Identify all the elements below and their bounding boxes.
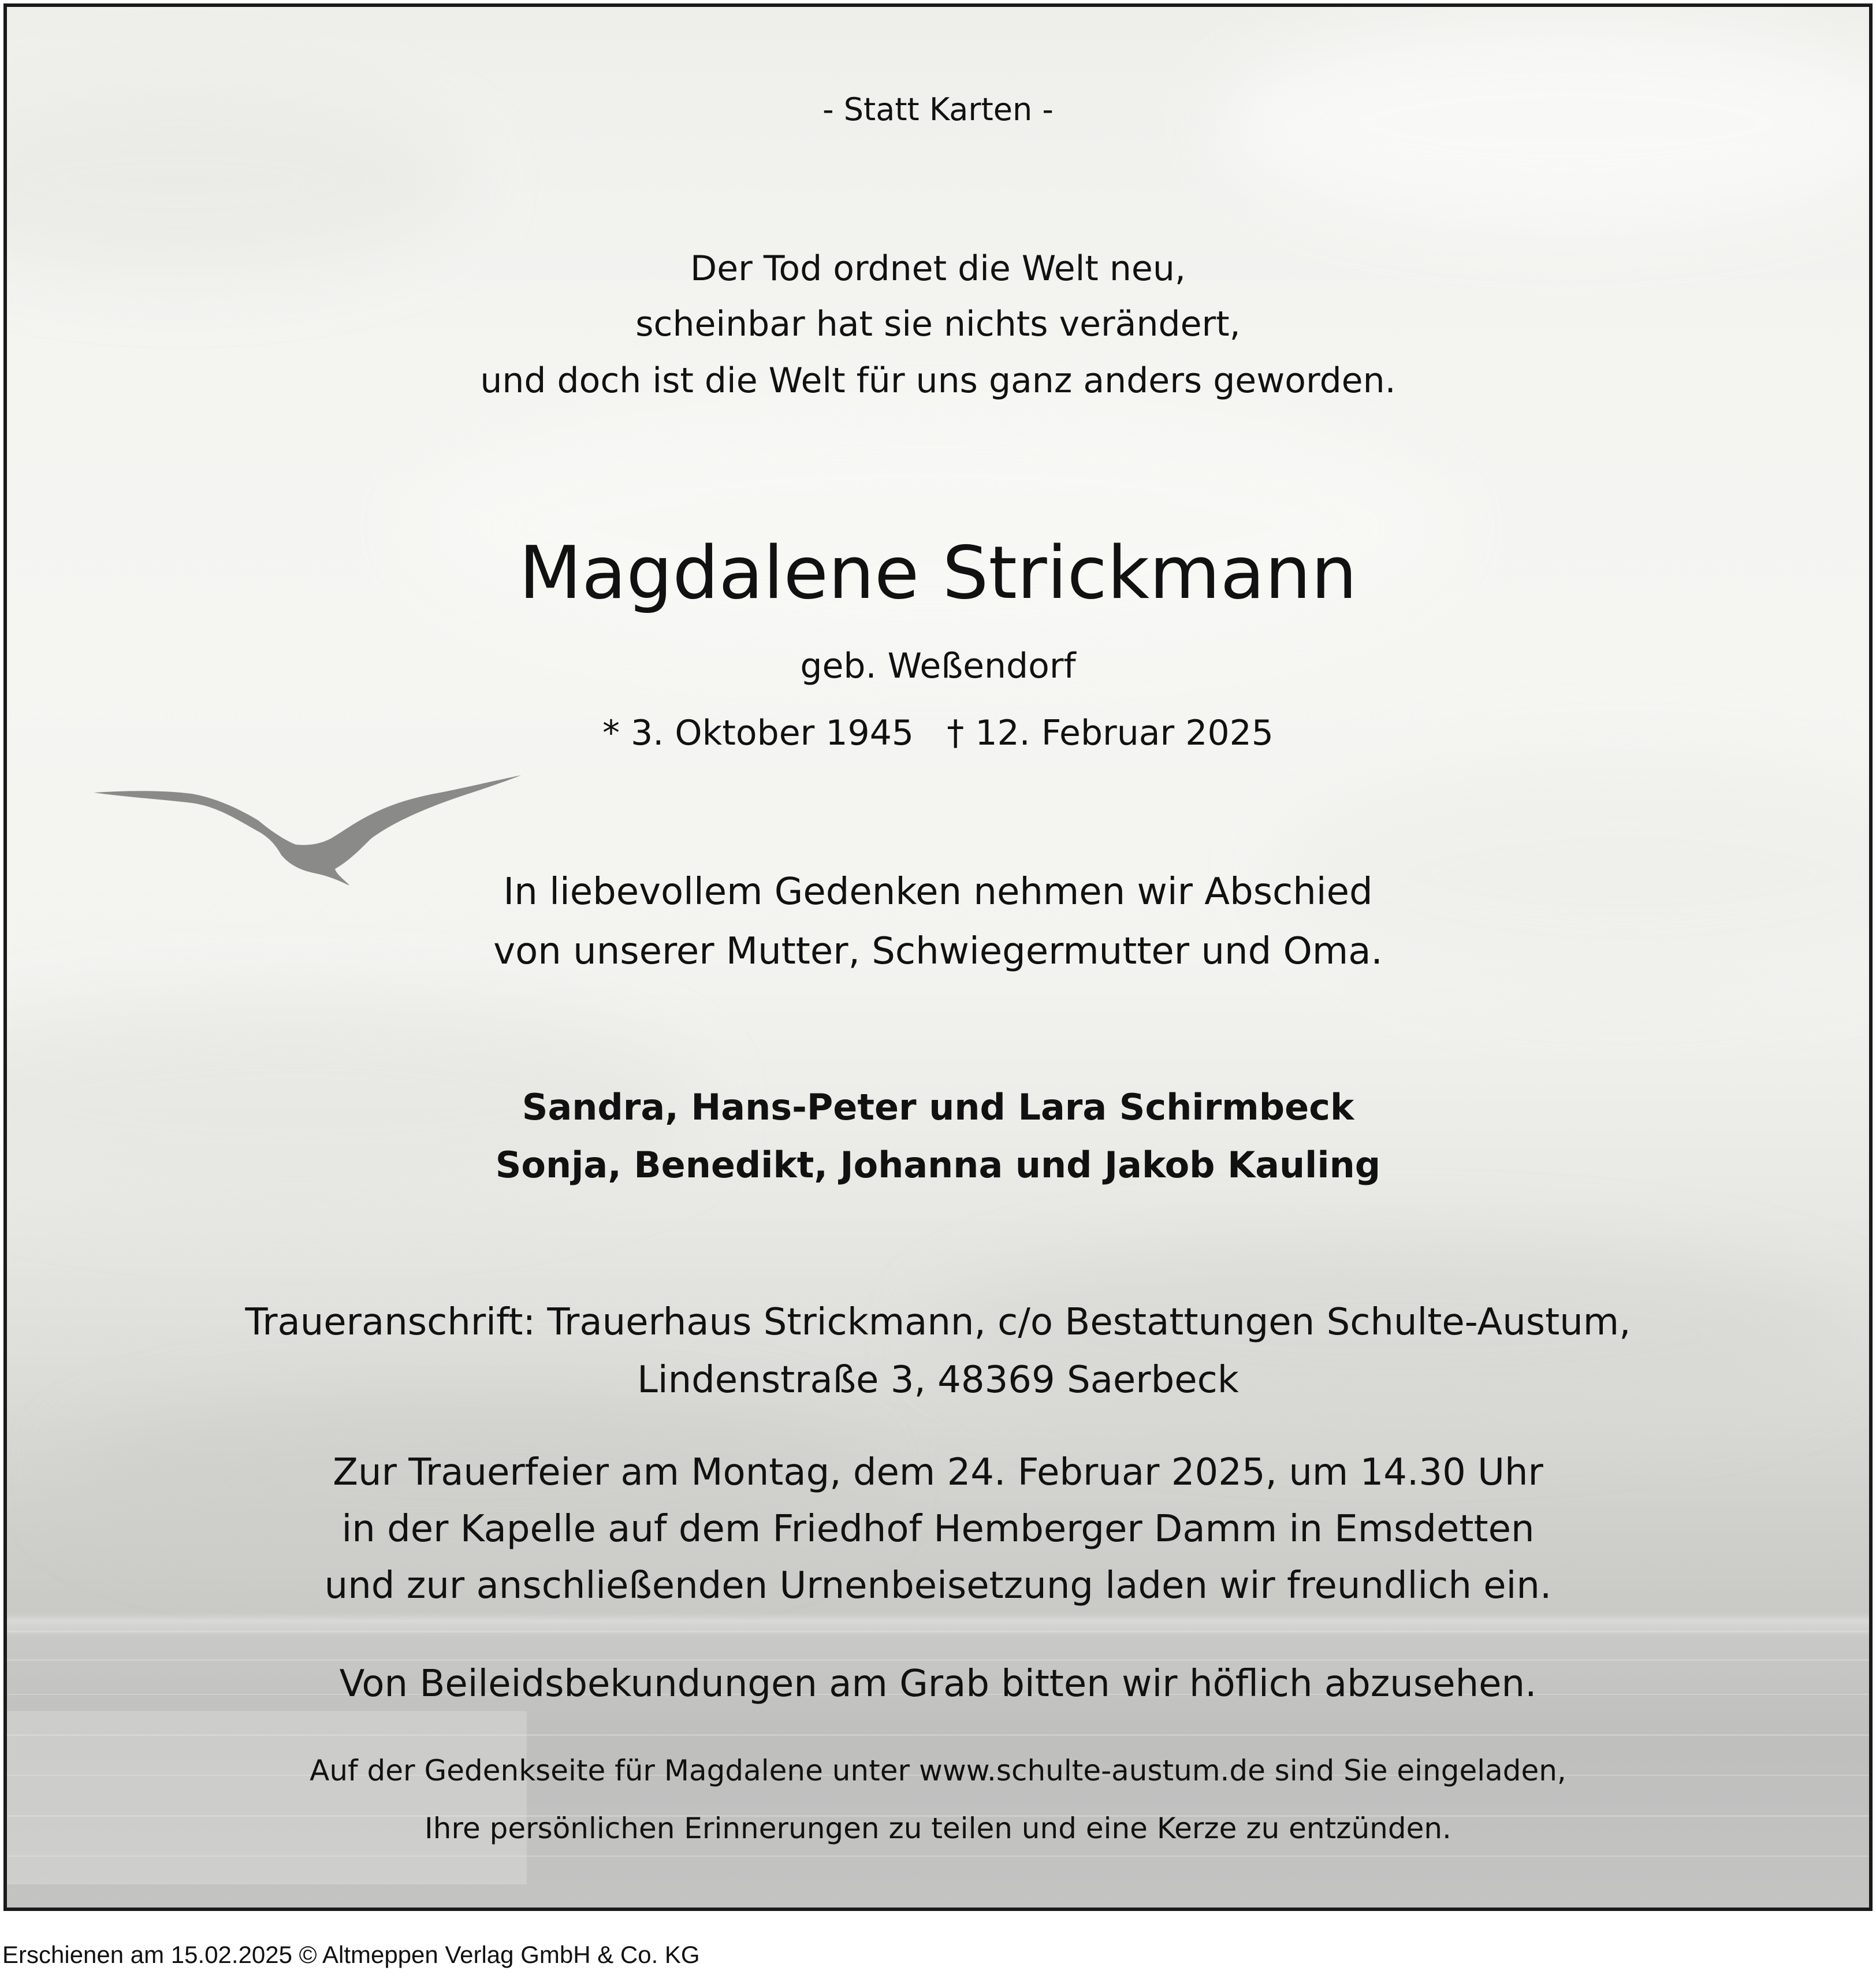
verse-line-3: und doch ist die Welt für uns ganz anders geworden. <box>480 360 1396 401</box>
deceased-name: Magdalene Strickmann <box>519 530 1357 615</box>
address-line-2: Lindenstraße 3, 48369 Saerbeck <box>637 1359 1239 1401</box>
obituary-notice <box>3 3 1873 1911</box>
mourners-line-2: Sonja, Benedikt, Johanna und Jakob Kauling <box>495 1144 1381 1186</box>
condolence-note: Von Beileidsbekundungen am Grab bitten wir höflich abzusehen. <box>339 1663 1537 1705</box>
memorial-line-2: Ihre persönlichen Erinnerungen zu teilen und eine Kerze zu entzünden. <box>425 1812 1451 1845</box>
statt-karten-header: - Statt Karten - <box>822 91 1054 128</box>
ceremony-line-2: in der Kapelle auf dem Friedhof Hemberger Damm in Emsdetten <box>341 1508 1535 1551</box>
birth-name: geb. Weßendorf <box>800 646 1076 686</box>
address-line-1: Traueranschrift: Trauerhaus Strickmann, c/o Bestattungen Schulte-Austum, <box>245 1301 1631 1344</box>
life-dates: * 3. Oktober 1945 † 12. Februar 2025 <box>602 713 1274 753</box>
mourners-line-1: Sandra, Hans-Peter und Lara Schirmbeck <box>522 1086 1354 1128</box>
farewell-line-2: von unserer Mutter, Schwiegermutter und Oma. <box>493 930 1383 973</box>
seagull-icon <box>94 752 521 885</box>
ceremony-line-3: und zur anschließenden Urnenbeisetzung laden wir freundlich ein. <box>324 1564 1552 1607</box>
verse-line-2: scheinbar hat sie nichts verändert, <box>635 304 1241 344</box>
verse-line-1: Der Tod ordnet die Welt neu, <box>690 248 1186 289</box>
ceremony-line-1: Zur Trauerfeier am Montag, dem 24. Februar 2025, um 14.30 Uhr <box>333 1451 1543 1494</box>
publication-footer: Erschienen am 15.02.2025 © Altmeppen Verlag GmbH & Co. KG <box>2 1941 700 1968</box>
farewell-line-1: In liebevollem Gedenken nehmen wir Abschied <box>503 871 1373 913</box>
memorial-line-1: Auf der Gedenkseite für Magdalene unter www.schulte-austum.de sind Sie eingeladen, <box>310 1754 1566 1787</box>
